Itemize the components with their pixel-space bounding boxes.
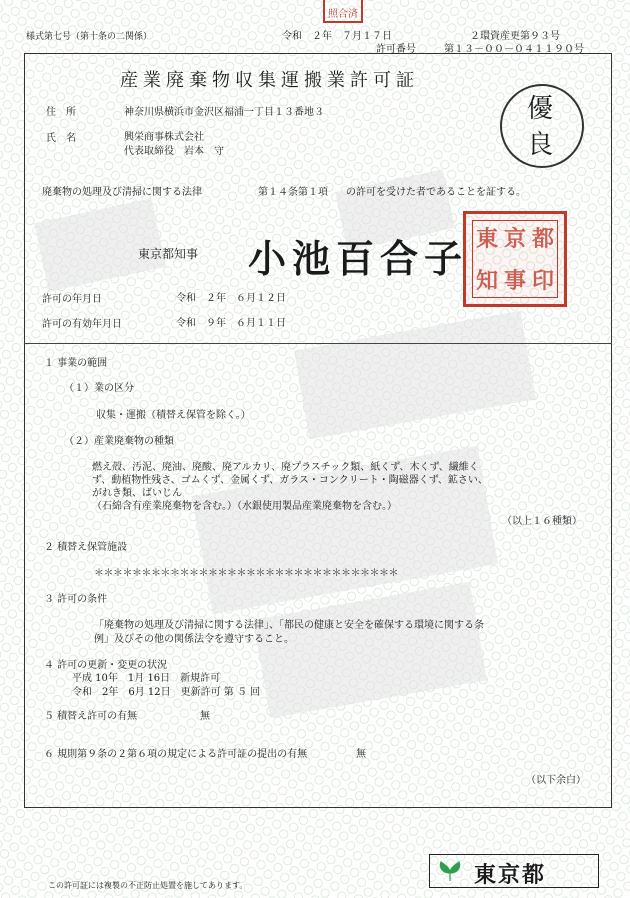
section-6-heading: ６ 規則第９条の２第６項の規定による許可証の提出の有無 [44,749,308,760]
tokyo-metropolis-logo [429,854,599,888]
history-line: 令和 2年 6月 12日 更新許可 第 ５ 回 [72,687,261,698]
section-2-heading: ２ 積替え保管施設 [44,542,128,553]
form-number: 様式第七号（第十条の二関係） [26,32,153,42]
certificate-title: 産業廃棄物収集運搬業許可証 [120,70,419,91]
excellent-stamp-top: 優 [527,94,554,124]
waste-type-count: （以上１６種類） [502,516,582,527]
condition-line: 例」及びその他の関係法令を遵守すること。 [94,634,294,645]
section-1-1-heading: （１）業の区分 [64,383,134,394]
seal-char: 印 [532,268,555,294]
governor-official-seal [463,211,567,307]
law-name: 廃棄物の処理及び清掃に関する法律 [42,187,202,198]
divider [24,343,612,344]
logo-text: 東京都 [474,863,547,888]
issue-date: 令和 ２年 ７月１７日 [282,31,392,42]
name-label: 氏 名 [46,133,76,144]
submission-value: 無 [356,749,366,760]
seal-char: 事 [504,268,527,294]
seal-char: 東 [476,226,499,252]
history-line: 平成 10年 1月 16日 新規許可 [72,673,221,684]
section-4-heading: ４ 許可の更新・変更の状況 [44,660,168,671]
waste-type-line: がれき類、ばいじん [92,488,182,499]
address: 神奈川県横浜市金沢区福浦一丁目１３番地３ [124,107,324,118]
section-1-2-heading: （２）産業廃棄物の種類 [64,436,174,447]
governor-title: 東京都知事 [138,247,199,261]
representative: 代表取締役 岩本 守 [124,146,224,157]
condition-line: 「廃棄物の処理及び清掃に関する法律」、「都民の健康と安全を確保する環境に関する条 [94,620,484,631]
section-3-heading: ３ 許可の条件 [44,594,108,605]
certification-statement: の許可を受けた者であることを証する。 [346,187,526,198]
permit-date: 令和 ２年 ６月１２日 [176,293,286,304]
permit-date-label: 許可の年月日 [42,294,102,305]
law-article: 第１４条第１項 [258,187,328,198]
renewal-number: ２環資産更第９３号 [470,31,560,42]
address-label: 住 所 [46,107,76,118]
verification-stamp [323,0,363,23]
storage-facility-none: ＊＊＊＊＊＊＊＊＊＊＊＊＊＊＊＊＊＊＊＊＊＊＊＊＊＊＊＊＊＊＊＊ [94,568,398,579]
seal-char: 知 [476,268,499,294]
ginkgo-leaf-icon [438,859,462,883]
valid-date: 令和 ９年 ６月１１日 [176,318,286,329]
excellent-stamp-bottom: 良 [527,130,554,160]
waste-type-line: ず、動植物性残さ、ゴムくず、金属くず、ガラス・コンクリート・陶磁器くず、鉱さい、 [92,475,488,486]
section-1-1-text: 収集・運搬（積替え保管を除く。） [96,410,251,421]
waste-type-line: 燃え殻、汚泥、廃油、廃酸、廃アルカリ、廃プラスチック類、紙くず、木くず、繊維く [92,462,479,473]
end-note: （以下余白） [526,775,586,786]
company-name: 興栄商事株式会社 [124,132,204,143]
permit-number-label: 許可番号 [376,44,416,55]
permit-number: 第１３－００－０４１１９０号 [444,44,584,55]
seal-char: 都 [532,226,555,252]
seal-char: 京 [504,226,527,252]
transshipment-value: 無 [200,711,210,722]
anti-copy-note: この許可証には複製の不正防止処置を施してあります。 [48,881,248,890]
governor-signature: 小池百合子 [248,236,469,281]
waste-type-line: （石綿含有産業廃棄物を含む。）（水銀使用製品産業廃棄物を含む。） [92,501,397,512]
valid-date-label: 許可の有効年月日 [42,319,122,330]
verification-stamp-text: 照合済 [328,9,358,20]
section-5-heading: ５ 積替え許可の有無 [44,711,138,722]
section-1-heading: １ 事業の範囲 [44,358,108,369]
